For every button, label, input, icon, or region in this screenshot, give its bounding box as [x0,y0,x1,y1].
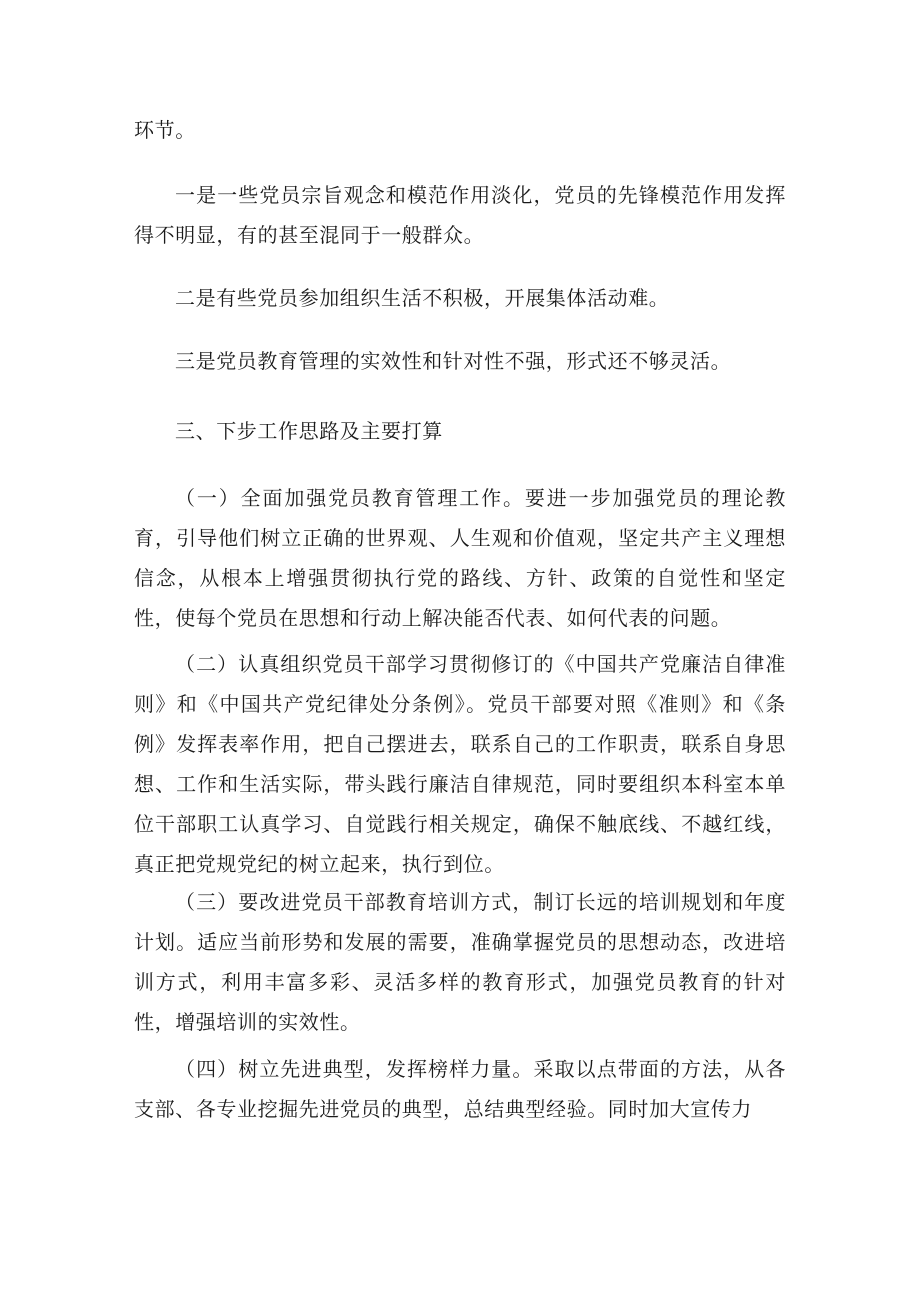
paragraph-continuation: 环节。 [134,118,196,142]
paragraph-plan-2: （二）认真组织党员干部学习贯彻修订的《中国共产党廉洁自律准则》和《中国共产党纪律处分条例》。党员干部要对照《准则》和《条例》发挥表率作用，把自己摆进去，联系自己的工作职责，联系自身思想、工作和生活实际，带头践行廉洁自律规范，同时要组织本科室本单位干部职工认真学习、自觉践行相关规定，确保不触底线、不越红线，真正把党规党纪的树立起来，执行到位。 [134,652,786,876]
paragraph-plan-4: （四）树立先进典型，发挥榜样力量。采取以点带面的方法，从各支部、各专业挖掘先进党员的典型，总结典型经验。同时加大宣传力 [134,1057,786,1121]
paragraph-problem-2: 二是有些党员参加组织生活不积极，开展集体活动难。 [175,286,670,310]
paragraph-problem-3: 三是党员教育管理的实效性和针对性不强，形式还不够灵活。 [175,349,732,373]
paragraph-plan-1: （一）全面加强党员教育管理工作。要进一步加强党员的理论教育，引导他们树立正确的世界观、人生观和价值观，坚定共产主义理想信念，从根本上增强贯彻执行党的路线、方针、政策的自觉性和坚定性，使每个党员在思想和行动上解决能否代表、如何代表的问题。 [134,486,786,630]
section-heading: 三、下步工作思路及主要打算 [175,419,443,443]
paragraph-problem-1: 一是一些党员宗旨观念和模范作用淡化，党员的先锋模范作用发挥得不明显，有的甚至混同于一般群众。 [134,183,786,247]
paragraph-plan-3: （三）要改进党员干部教育培训方式，制订长远的培训规划和年度计划。适应当前形势和发展的需要，准确掌握党员的思想动态，改进培训方式，利用丰富多彩、灵活多样的教育形式，加强党员教育的针对性，增强培训的实效性。 [134,890,786,1034]
